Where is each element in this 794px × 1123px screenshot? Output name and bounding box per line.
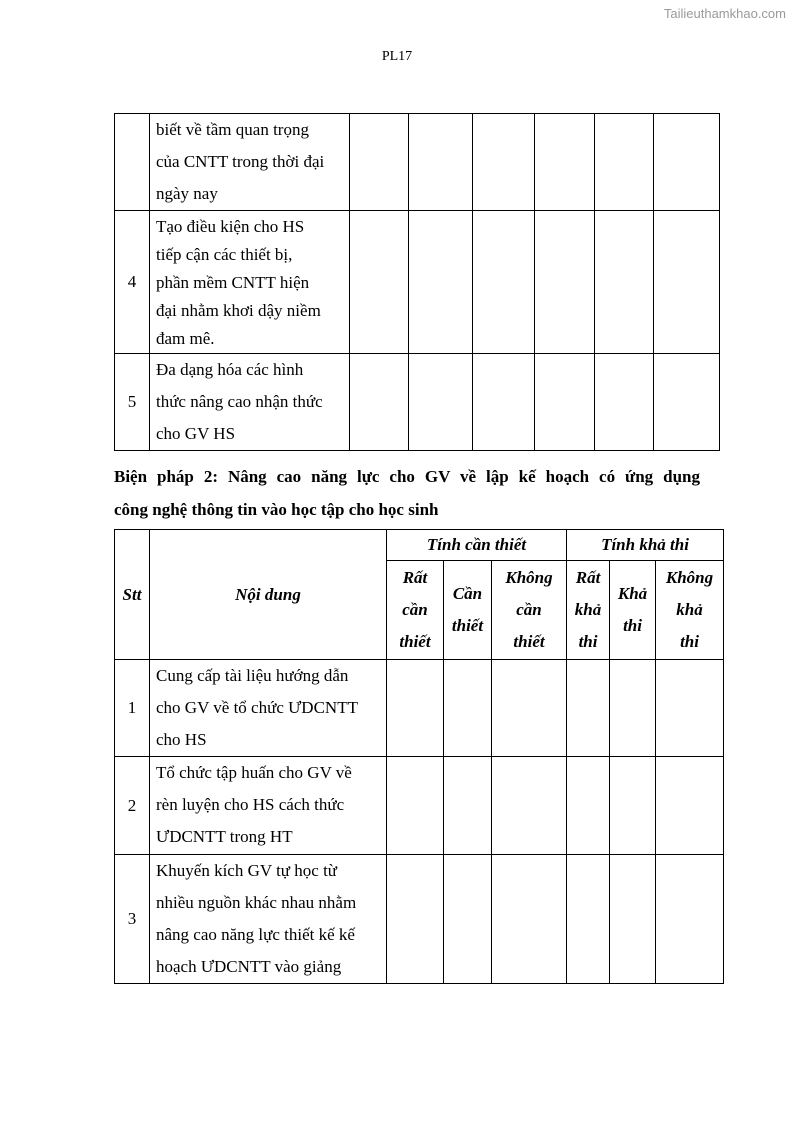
rating-cell[interactable] [610, 855, 656, 984]
row-content: Khuyến kích GV tự học từ nhiều nguồn khác nhau nhằm nâng cao năng lực thiết kế kế hoạch ƯDCNTT vào giảng [150, 855, 387, 984]
rating-cell[interactable] [409, 114, 473, 211]
page-number: PL17 [381, 49, 413, 64]
rating-cell[interactable] [654, 354, 720, 451]
rating-cell[interactable] [567, 757, 610, 855]
rating-cell[interactable] [610, 757, 656, 855]
table-row [115, 211, 720, 354]
table-row [115, 757, 724, 855]
rating-cell[interactable] [535, 354, 595, 451]
row-content: Đa dạng hóa các hình thức nâng cao nhận thức cho GV HS [150, 354, 350, 451]
row-stt: 2 [115, 757, 150, 855]
rating-cell[interactable] [409, 211, 473, 354]
rating-cell[interactable] [387, 757, 444, 855]
rating-cell[interactable] [409, 354, 473, 451]
row-stt: 5 [115, 354, 150, 451]
rating-cell[interactable] [444, 855, 492, 984]
table-row [115, 855, 724, 984]
header-row [115, 530, 724, 561]
necessity-group-header: Tính cần thiết [387, 530, 567, 561]
rating-cell[interactable] [656, 660, 724, 757]
rating-cell[interactable] [567, 855, 610, 984]
survey-table [114, 529, 724, 984]
heading-line-1: Biện pháp 2: Nâng cao năng lực cho GV về lập kế hoạch có ứng dụng [114, 467, 700, 486]
rating-cell[interactable] [473, 211, 535, 354]
rating-cell[interactable] [567, 660, 610, 757]
feasibility-group-header: Tính khả thi [567, 530, 724, 561]
rating-cell[interactable] [350, 211, 409, 354]
rating-cell[interactable] [654, 114, 720, 211]
rating-cell[interactable] [595, 354, 654, 451]
heading-line-2: công nghệ thông tin vào học tập cho học sinh [114, 500, 439, 519]
rating-cell[interactable] [350, 354, 409, 451]
not-necessary-header: Không cần thiết [492, 561, 567, 660]
row-content: Tạo điều kiện cho HS tiếp cận các thiết bị, phần mềm CNTT hiện đại nhằm khơi dậy niềm đam mê. [150, 211, 350, 354]
rating-cell[interactable] [492, 660, 567, 757]
rating-cell[interactable] [387, 660, 444, 757]
rating-cell[interactable] [350, 114, 409, 211]
row-content: Tổ chức tập huấn cho GV về rèn luyện cho HS cách thức ƯDCNTT trong HT [150, 757, 387, 855]
rating-cell[interactable] [656, 855, 724, 984]
rating-cell[interactable] [595, 114, 654, 211]
rating-cell[interactable] [387, 855, 444, 984]
rating-cell[interactable] [656, 757, 724, 855]
rating-cell[interactable] [610, 660, 656, 757]
very-feasible-header: Rất khả thi [567, 561, 610, 660]
rating-cell[interactable] [654, 211, 720, 354]
row-content: biết về tầm quan trọng của CNTT trong thời đại ngày nay [150, 114, 350, 211]
table-row [115, 354, 720, 451]
rating-cell[interactable] [473, 114, 535, 211]
row-stt: 3 [115, 855, 150, 984]
row-content: Cung cấp tài liệu hướng dẫn cho GV về tổ chức ƯDCNTT cho HS [150, 660, 387, 757]
col-stt-header: Stt [115, 530, 150, 660]
table-row [115, 660, 724, 757]
continued-table [114, 113, 720, 451]
rating-cell[interactable] [535, 211, 595, 354]
row-stt: 1 [115, 660, 150, 757]
section-heading [114, 460, 700, 526]
very-necessary-header: Rất cần thiết [387, 561, 444, 660]
not-feasible-header: Không khả thi [656, 561, 724, 660]
rating-cell[interactable] [595, 211, 654, 354]
rating-cell[interactable] [473, 354, 535, 451]
col-content-header: Nội dung [150, 530, 387, 660]
watermark: Tailieuthamkhao.com [663, 6, 786, 21]
rating-cell[interactable] [444, 757, 492, 855]
rating-cell[interactable] [492, 855, 567, 984]
row-stt: 4 [115, 211, 150, 354]
necessary-header: Cần thiết [444, 561, 492, 660]
feasible-header: Khả thi [610, 561, 656, 660]
rating-cell[interactable] [535, 114, 595, 211]
row-stt [115, 114, 150, 211]
rating-cell[interactable] [492, 757, 567, 855]
table-row [115, 114, 720, 211]
rating-cell[interactable] [444, 660, 492, 757]
